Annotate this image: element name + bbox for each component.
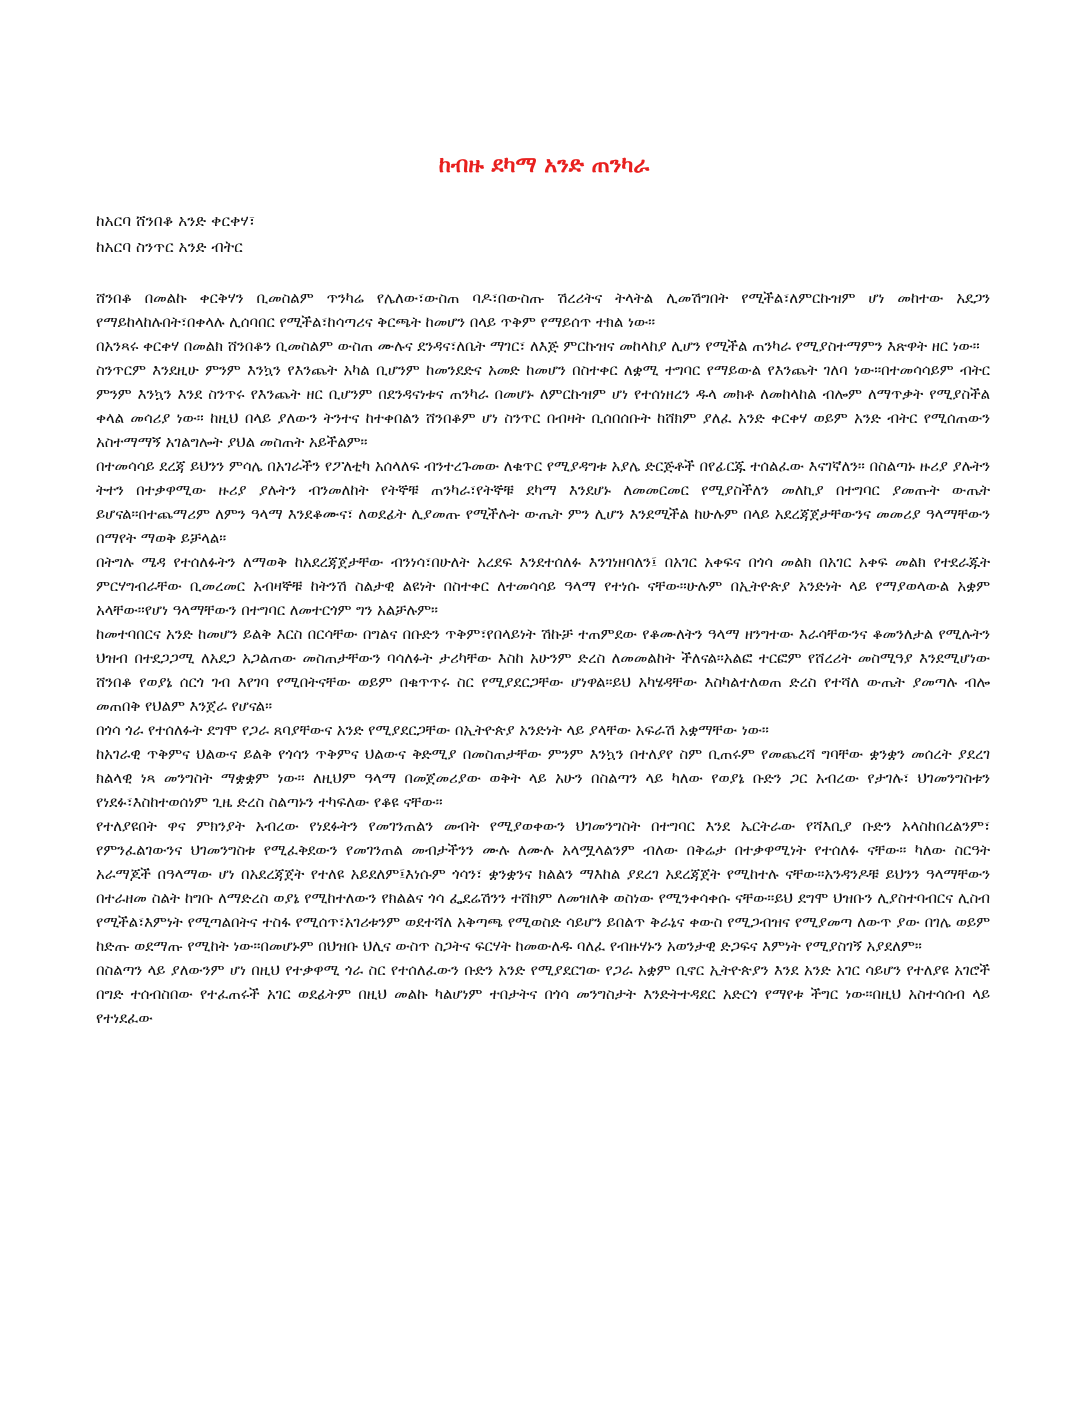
paragraph: የተለያዩበት ዋና ምክንያት አብረው የነደፉትን የመገንጠልን መብት የሚያወቀውን ህገመንግስት በተግባር እንደ ኤርትራው የሻእቢያ ቡድን አላስከበረልንም፣ የምንፈልገውንና ህገመንግስቱ የሚፈቅደውን የመገንጠል መብታችንን ሙሉ ለሙሉ አላሟላልንም ብለው በቅሬታ በተቃዋሚነት የተሰለፉ ናቸው። ካለው ስርዓት አራማጆች በዓላማው ሆነ በአደረጃጀት የተለዩ አይደለም፤እነሱም ጎሳን፣ ቋንቋንና ክልልን ማእከል ያደረገ አደረጃጀት የሚከተሉ ናቸው።አንዳንዶቹ ይህንን ዓላማቸውን በተራዘመ ስልት ከግቡ ለማድረስ ወያኔ የሚከተለውን የክልልና ጎሳ ፌደሬሽንን ተሸክም ለመዝለቅ ወስነው የሚንቀሳቀሱ ናቸው።ይህ ደግሞ ህዝቡን ሊያስተባብርና ሊስብ የሚችል፣እምነት የሚጣልበትና ተስፋ የሚሰጥ፣አገሪቱንም ወደተሻለ አቅጣጫ የሚወስድ ሳይሆን ይበልጥ ቅራኔና ቀውስ የሚጋብዝና የሚያመጣ ለውጥ ያው በገሌ ወይም ከድጡ ወደማጡ የሚከት ነው።በመሆኑም በህዝቡ ህሊና ውስጥ ስጋትና ፍርሃት ከመውለዱ ባለፈ የብዙሃኑን አወንታዊ ድጋፍና እምነት የሚያስገኝ አያደለም። [96, 817, 990, 955]
proverb-block [96, 208, 996, 260]
paragraph: በስልጣን ላይ ያለውንም ሆነ በዚህ የተቃዋሚ ጎራ ስር የተሰለፈውን ቡድን አንድ የሚያደርገው የጋራ አቋም ቢኖር ኢትዮጵያን እንደ አንድ አገር ሳይሆን የተለያዩ አገሮች በግድ ተሰብስበው የተፈጠሩች አገር ወደፊትም በዚህ መልኩ ካልሆነም ተበታትና በጎሳ መንግስታት እንድትተዳደር አድርጎ የማየቱ ችግር ነው።በዚህ አስተሳሰብ ላይ የተነደፈው [96, 961, 990, 1027]
document-title: ከብዙ ደካማ አንድ ጠንካራ [438, 152, 650, 178]
paragraph: በጎሳ ጎራ የተሰለፉት ደግሞ የጋራ ጸባያቸውና አንድ የሚያደርጋቸው በኢትዮጵያ አንድነት ላይ ያላቸው አፍራሽ አቋማቸው ነው። [96, 721, 769, 739]
paragraph: በተመሳሳይ ደረጃ ይህንን ምሳሌ በአገራችን የፖለቲካ አሰላለፍ ብንተረጉመው ለቁጥር የሚያዳግቱ አያሌ ድርጅቶች በየፊርጁ ተሰልፈው እናገኛለን። በስልጣኑ ዙሪያ ያሉትን ትተን በተቃዋሚው ዙሪያ ያሉትን ብንመለከት የትኞቹ ጠንካራ፣የትኞቹ ደካማ እንደሆኑ ለመመርመር የሚያስችለን መለኪያ በተግባር ያመጡት ውጤት ይሆናል።በተጨማሪም ለምን ዓላማ እንደቆሙና፣ ለወደፊት ሊያመጡ የሚችሉት ውጤት ምን ሊሆን እንደሚችል ከሁሉም በላይ አደረጃጀታቸውንና መመሪያ ዓላማቸውን በማየት ማወቅ ይቻላል። [96, 457, 990, 547]
proverb-line: ከአርባ ስንጥር አንድ ብትር [96, 238, 243, 256]
paragraph: ከመተባበርና አንድ ከመሆን ይልቅ እርስ በርሳቸው በግልና በቡድን ጥቅም፣የበላይነት ሽኩቻ ተጠምደው የቆሙለትን ዓላማ ዘንግተው እራሳቸውንና ቆመንለታል የሚሉትን ህዝብ በተደጋጋሚ ለአደጋ አጋልጠው መስጠታቸውን ባሳለፉት ታሪካቸው እስከ አሁንም ድረስ ለመመልከት ችለናል።አልፎ ተርፎም የሸረሪት መስሚዓያ እንደሚሆነው ሸንበቆ የወያኔ ሰርጎ ገብ እየገባ የሚበትናቸው ወይም በቁጥጥሩ ስር የሚያደርጋቸው ሆነዋል።ይህ አካሄዳቸው እስካልተለወጠ ድረስ የተሻለ ውጤት ያመጣሉ ብሎ መጠበቅ የህልም እንጀራ የሆናል። [96, 625, 990, 715]
proverb-line: ከአርባ ሸንበቆ አንድ ቀርቀሃ፣ [96, 212, 256, 230]
body-text [96, 286, 990, 1030]
paragraph: በአንጻሩ ቀርቀሃ በመልክ ሸንበቆን ቢመስልም ውስጠ ሙሉና ደንዳና፣ለቤት ማገር፣ ለእጅ ምርኩዝና መከላከያ ሊሆን የሚችል ጠንካራ የሚያስተማምን እጽዋት ዘር ነው። [96, 337, 980, 355]
paragraph: ስንጥርም እንደዚሁ ምንም እንኳን የእንጨት አካል ቢሆንም ከመንደድና አመድ ከመሆን በስተቀር ለቋሚ ተግባር የማይውል የእንጨት ገለባ ነው።በተመሳሳይም ብትር ምንም እንኳን እንደ ስንጥሩ የእንጨት ዘር ቢሆንም በደንዳናነቱና ጠንካራ በመሆኑ ለምርኩዝም ሆነ የተሰነዘረን ዱላ መክቶ ለመከላከል ብሎም ለማጥቃት የሚያስችል ቀላል መሳሪያ ነው። ከዚህ በላይ ያለውን ትንተና ከተቀበልን ሸንበቆም ሆነ ስንጥር በብዛት ቢሰበሰቡት ከሸክም ያለፈ አንድ ቀርቀሃ ወይም አንድ ብትር የሚሰጠውን አስተማማኝ አገልግሎት ያህል መስጠት አይችልም። [96, 361, 990, 451]
paragraph: በትግሉ ሜዳ የተሰለፉትን ለማወቅ ከአደረጃጀታቸው ብንነሳ፣በሁለት አረደፍ እንደተሰለፉ እንገነዘባለን፤ በአገር አቀፍና በጎሳ መልክ በአገር አቀፍ መልክ የተደራጁት ምርሃግብራቸው ቢመረመር አብዛኞቹ ከትንሽ ስልታዊ ልዩነት በስተቀር ለተመሳሳይ ዓላማ የተነሱ ናቸው።ሁሉም በኢትዮጵያ አንድነት ላይ የማያወላውል አቋም አላቸው።የሆነ ዓላማቸውን በተግባር ለመተርጎም ግን አልቻሉም። [96, 553, 990, 619]
paragraph: ከአገራዊ ጥቅምና ህልውና ይልቅ የጎሳን ጥቅምና ህልውና ቅድሚያ በመስጠታቸው ምንም እንኳን በተለያየ ስም ቢጠሩም የመጨረሻ ግባቸው ቋንቋን መሰረት ያደረገ ክልላዊ ነጻ መንግስት ማቋቋም ነው። ለዚህም ዓላማ በመጀመሪያው ወቅት ላይ አሁን በስልጣን ላይ ካለው የወያኔ ቡድን ጋር አብረው የታገሉ፣ ህገመንግስቱን የነደፉ፣እስከተወሰነም ጊዜ ድረስ ስልጣኑን ተካፍለው የቆዩ ናቸው። [96, 745, 990, 811]
paragraph: ሸንበቆ በመልኩ ቀርቅሃን ቢመስልም ጥንካሬ የሌለው፣ውስጠ ባዶ፣በውስጡ ሽረሪትና ትላትል ሊመሽግበት የሚችል፣ለምርኩዝም ሆነ መከተው አደጋን የማይከላከሉበት፣በቀላሉ ሊሰባበር የሚችል፣ከሳጣሪና ቅርጫት ከመሆን በላይ ጥቅም የማይሰጥ ተክል ነው። [96, 289, 990, 331]
